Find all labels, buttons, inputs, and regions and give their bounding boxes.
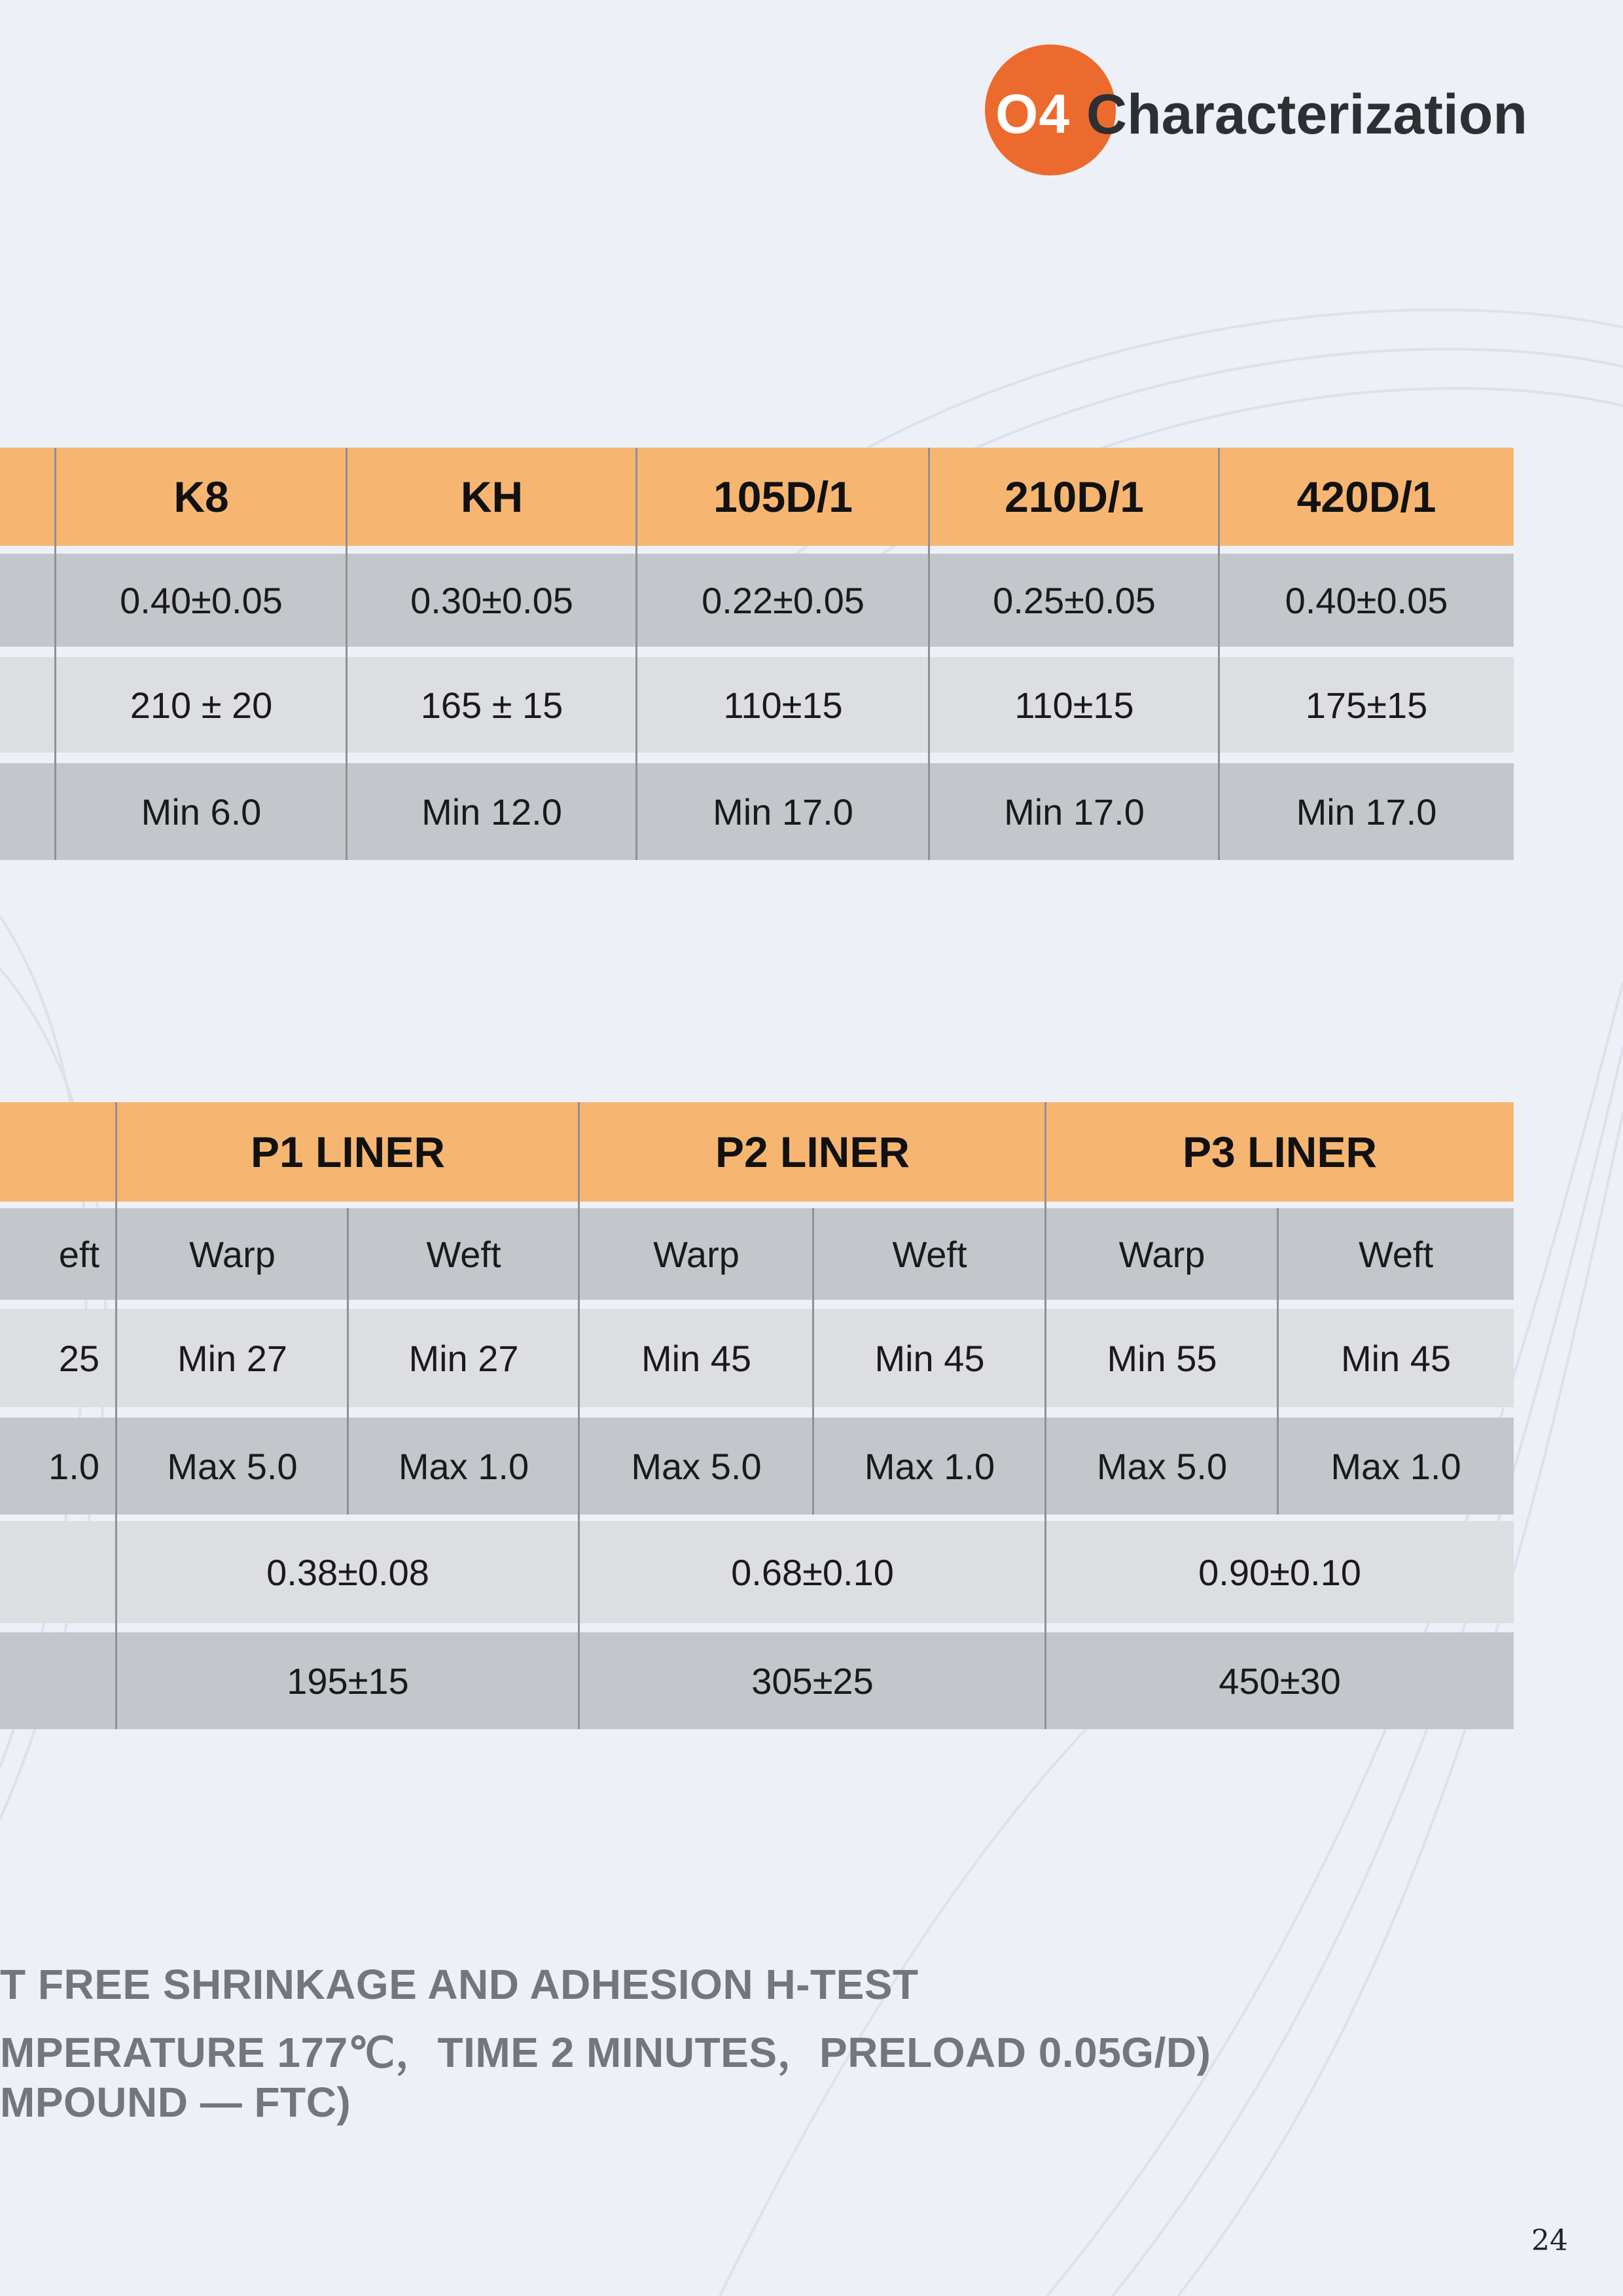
table-subheader: Weft	[1278, 1208, 1514, 1300]
table-cell: Min 12.0	[347, 763, 637, 860]
table-cell: Max 1.0	[1278, 1418, 1514, 1515]
table-cell: Max 1.0	[813, 1418, 1046, 1515]
note-line: MPERATURE 177℃，TIME 2 MINUTES，PRELOAD 0.05G/D)	[0, 2029, 1211, 2076]
note-line: T FREE SHRINKAGE AND ADHESION H-TEST	[0, 1961, 919, 2008]
table-cell: Min 27	[116, 1309, 348, 1407]
table-cell: 0.68±0.10	[579, 1521, 1046, 1623]
table-cell: Min 17.0	[1219, 763, 1514, 860]
table-cell: 210 ± 20	[56, 657, 347, 753]
table-cell: 110±15	[637, 657, 929, 753]
table-cell: Min 27	[348, 1309, 579, 1407]
table1-header: KH	[347, 448, 637, 546]
table-cell: Min 45	[1278, 1309, 1514, 1407]
table-cell: Min 17.0	[637, 763, 929, 860]
table2-group-header: P1 LINER	[116, 1102, 579, 1202]
table2-group-header: P2 LINER	[579, 1102, 1046, 1202]
table-cell: 110±15	[929, 657, 1219, 753]
section-number: O4	[995, 83, 1071, 145]
table-subheader: Warp	[116, 1208, 348, 1300]
table-cell: Min 45	[813, 1309, 1046, 1407]
table-cell: 305±25	[579, 1632, 1046, 1729]
table-cell: Min 45	[579, 1309, 813, 1407]
section-title: Characterization	[1086, 83, 1527, 146]
table-cell: 0.38±0.08	[116, 1521, 579, 1623]
table-cell: 195±15	[116, 1632, 579, 1729]
table-subheader: Weft	[813, 1208, 1046, 1300]
table2-group-header: P3 LINER	[1046, 1102, 1514, 1202]
table-cell: Max 5.0	[1046, 1418, 1278, 1515]
table-cell: Max 1.0	[348, 1418, 579, 1515]
table-cell: 0.90±0.10	[1046, 1521, 1514, 1623]
table1-header: 420D/1	[1219, 448, 1514, 546]
table-cell: 0.40±0.05	[56, 554, 347, 647]
table1-header: 105D/1	[637, 448, 929, 546]
table-cell: 0.30±0.05	[347, 554, 637, 647]
table-cell: 0.22±0.05	[637, 554, 929, 647]
note-line: MPOUND — FTC)	[0, 2079, 351, 2126]
table-cell: Max 5.0	[116, 1418, 348, 1515]
table-cell: 0.40±0.05	[1219, 554, 1514, 647]
table-cell: 0.25±0.05	[929, 554, 1219, 647]
table-cell: Min 6.0	[56, 763, 347, 860]
table-subheader: Warp	[579, 1208, 813, 1300]
table-subheader: Warp	[1046, 1208, 1278, 1300]
table-subheader: eft	[0, 1208, 116, 1300]
table-cell: 175±15	[1219, 657, 1514, 753]
table-cell: Min 55	[1046, 1309, 1278, 1407]
table-cell: Min 17.0	[929, 763, 1219, 860]
table-cell: 450±30	[1046, 1632, 1514, 1729]
page-number: 24	[1531, 2224, 1568, 2257]
table-cell: 165 ± 15	[347, 657, 637, 753]
table-cell: 1.0	[0, 1418, 116, 1515]
section-header	[985, 45, 1574, 175]
table-cell: 25	[0, 1309, 116, 1407]
table1-header: K8	[56, 448, 347, 546]
table-cell: Max 5.0	[579, 1418, 813, 1515]
table-subheader: Weft	[348, 1208, 579, 1300]
table1-header: 210D/1	[929, 448, 1219, 546]
